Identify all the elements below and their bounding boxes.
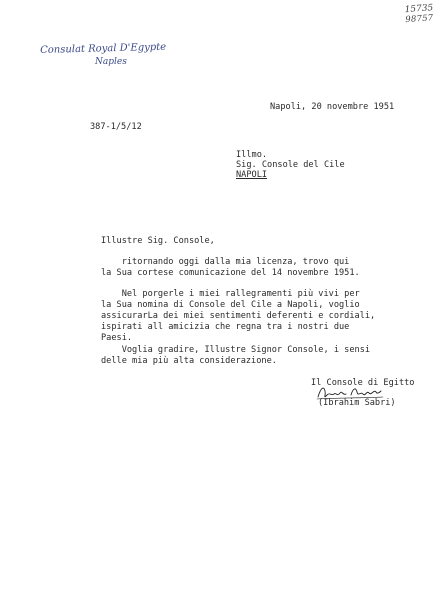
paragraph3-line: Voglia gradire, Illustre Signor Console, i sensi <box>101 345 371 355</box>
paragraph1-line: la Sua cortese comunicazione del 14 novembre 1951. <box>101 268 360 278</box>
paragraph2-line: la Sua nomina di Console del Cile a Napoli, voglio <box>101 300 360 310</box>
recipient-line: Sig. Console del Cile <box>236 160 345 170</box>
salutation: Illustre Sig. Console, <box>101 236 215 246</box>
signature-closing: Il Console di Egitto <box>311 378 415 388</box>
letterhead-name: Consulat Royal D'Egypte <box>40 41 167 56</box>
date-line: Napoli, 20 novembre 1951 <box>270 102 395 112</box>
paragraph2-line: ispirati all amicizia che regna tra i nostri due <box>101 322 350 332</box>
signatory-name: (Ibrahim Sabri) <box>318 398 396 408</box>
archive-reference <box>404 3 439 25</box>
paragraph2-line: Paesi. <box>101 333 133 343</box>
paragraph2-line: assicurarLa dei miei sentimenti deferenti e cordiali, <box>101 311 376 321</box>
paragraph1-line: ritornando oggi dalla mia licenza, trovo qui <box>101 257 350 267</box>
archive-ref-line2: 98757 <box>405 13 434 26</box>
recipient-title: Illmo. <box>236 150 268 160</box>
letterhead-city: Naples <box>95 57 127 67</box>
archive-ref-line1: 15735 <box>404 3 434 16</box>
paragraph3-line: delle mia più alta considerazione. <box>101 356 277 366</box>
paragraph2-line: Nel porgerle i miei rallegramenti più vivi per <box>101 289 360 299</box>
protocol-number: 387-1/5/12 <box>90 122 142 132</box>
recipient-city: NAPOLI <box>236 170 268 180</box>
